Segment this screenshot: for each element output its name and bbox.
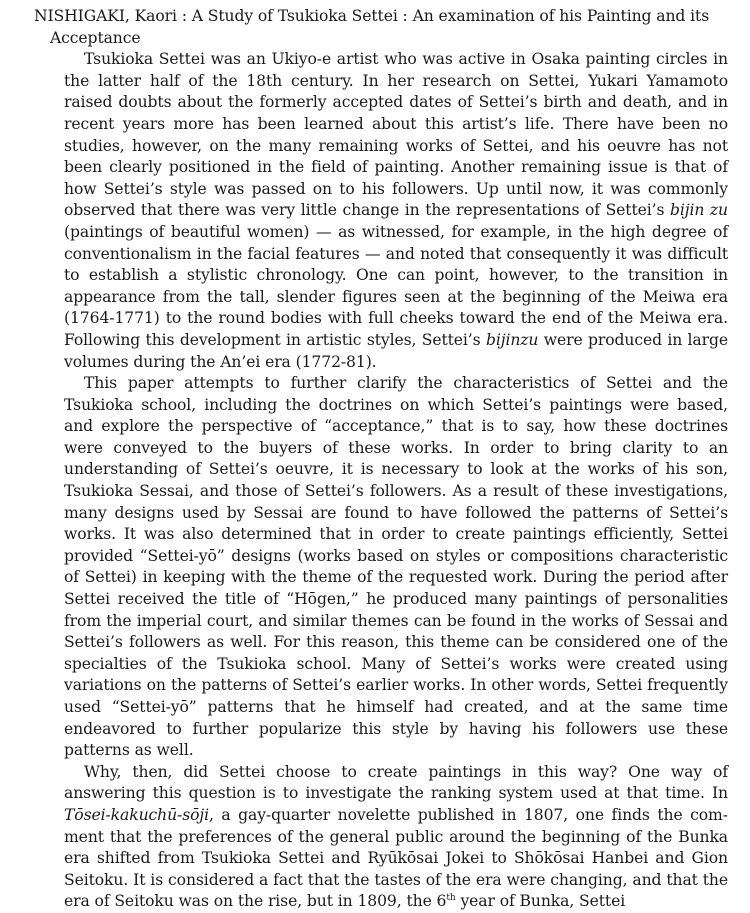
article (34, 6, 728, 913)
text-run: This paper attempts to further clarify the characteristics of Settei and the Tsukioka school, including the doctrines on which Settei’s paintings were based, and explore the perspective of “acceptance,” that is to say, how these doctrines were conveyed to the buyers of these works. In order to bring clarity to an understanding of Settei’s oeuvre, it is necessary to look at the works of his son, Tsukioka Sessai, and those of Settei’s followers. As a result of these investigations, many designs used by Sessai are found to have followed the patterns of Settei’s works. It was also determined that in order to create paintings efficiently, Settei provided “Settei-yō” designs (works based on styles or compositions characteristic of Settei) in keeping with the theme of the requested work. During the period after Settei received the title of “Hōgen,” he produced many paintings of personalities from the imperial court, and similar themes can be found in the works of Sessai and Settei’s followers as well. For this reason, this theme can be considered one of the specialties of the Tsukioka school. Many of Settei’s works were created using variations on the patterns of Settei’s earlier works. In other words, Settei frequently used “Settei-yō” patterns that he himself had created, and at the same time endeavored to further popularize this style by having his followers use these patterns as well. (64, 374, 728, 760)
paragraph-3 (34, 762, 728, 913)
text-run: Why, then, did Settei choose to create paintings in this way? One way of answering this question is to investigate the ranking system used at that time. In (64, 762, 728, 803)
italic-term: bijinzu (485, 330, 539, 349)
ordinal-suffix: th (446, 893, 456, 904)
text-run: (paintings of beautiful women) — as witnessed, for example, in the high degree of conventionalism in the facial features — and noted that consequently it was difficult to establish a stylistic chronology. One can point, however, to the transition in appearance from the tall, slender figures seen at the beginning of the Meiwa era (1764-1771) to the round bodies with full cheeks toward the end of the Meiwa era. Following this development in artistic styles, Settei’s (64, 222, 728, 349)
text-run: year of Bunka, Settei (455, 892, 626, 911)
italic-term: bijin zu (669, 201, 728, 220)
paragraph-2 (34, 373, 728, 762)
text-run: Tsukioka Settei was an Ukiyo-e artist who was active in Osaka painting circles in the latter half of the 18th century. In her research on Settei, Yukari Yamamoto raised doubts about the formerly accepted dates of Settei’s birth and death, and in recent years more has been learned about this artist’s life. There have been no studies, however, on the many remaining works of Settei, and his oeuvre has not been clearly positioned in the field of painting. Another remaining issue is that of how Settei’s style was passed on to his followers. Up until now, it was commonly observed that there was very little change in the representations of Settei’s (64, 50, 728, 220)
text-run: , a gay-quarter novelette published in 1807, one finds the comment that the preferences of the general public around the beginning of the Bunka era shifted from Tsukioka Settei and Ryūkōsai Jokei to Shōkōsai Hanbei and Gion Seitoku. It is considered a fact that the tastes of the era were changing, and that the era of Seitoku was on the rise, but in 1809, the 6 (64, 805, 728, 911)
paragraph-1 (34, 49, 728, 373)
italic-term: Tōsei-kakuchū-sōji (64, 805, 210, 824)
article-heading: NISHIGAKI, Kaori : A Study of Tsukioka Settei : An examination of his Painting and its Acceptance (34, 7, 710, 47)
text-run: were produced in large volumes during the An’ei era (1772-81). (64, 330, 728, 371)
